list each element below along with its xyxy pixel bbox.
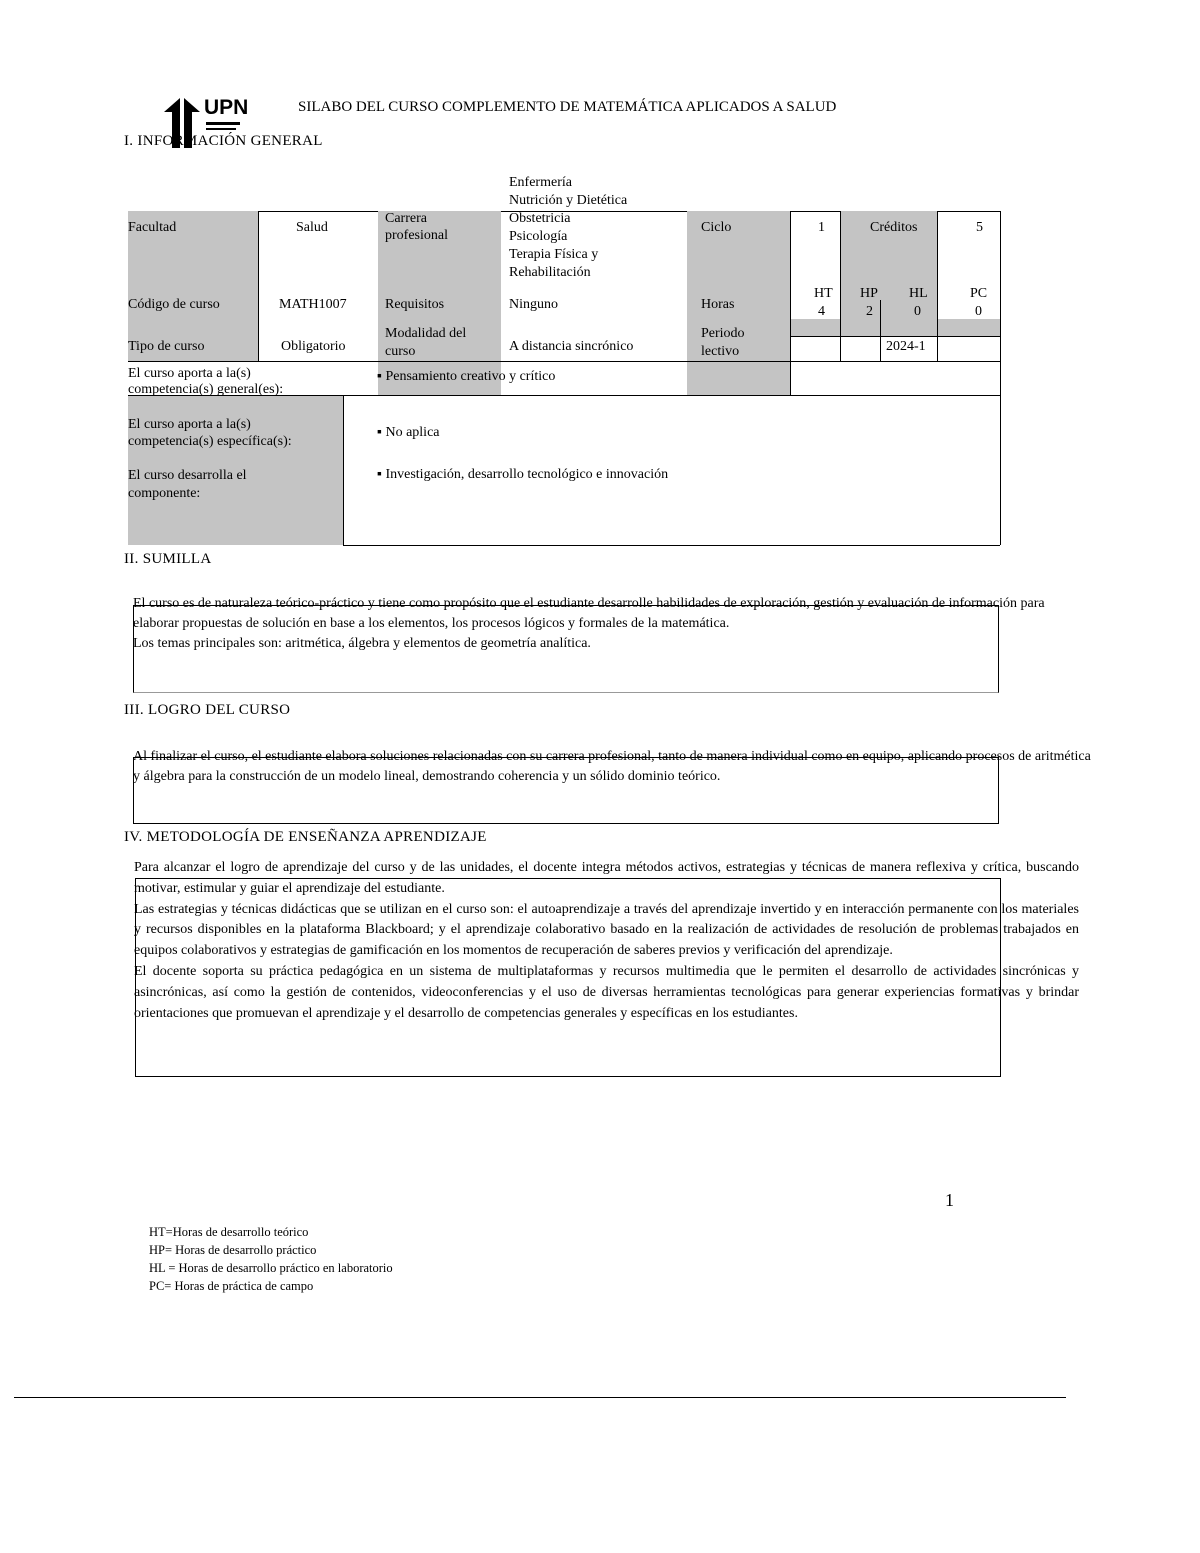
facultad-label: Facultad [128,220,177,235]
carrera-item: Rehabilitación [509,265,591,280]
tipo-value: Obligatorio [281,339,346,354]
footer-divider [14,1397,1066,1398]
carrera-item: Obstetricia [509,211,571,226]
logro-paragraph: Al finalizar el curso, el estudiante elabora soluciones relacionadas con su carrera profesional, tanto de manera individual como en equipo, aplicando procesos de aritmética y álgebra para la construcción de un modelo lineal, demostrando coherencia y un sólido dominio teórico. [133,749,1091,784]
creditos-value: 5 [976,220,983,235]
hours-pc-label: PC [970,286,988,301]
ciclo-value: 1 [818,220,825,235]
section-heading-sumilla: II. SUMILLA [124,551,212,567]
codigo-value: MATH1007 [279,297,347,312]
carrera-list [509,174,627,282]
carrera-item: Psicología [509,229,568,244]
section-heading-general-info: I. INFORMACIÓN GENERAL [124,133,323,149]
componente-value: ▪ Investigación, desarrollo tecnológico e innovación [377,467,669,482]
facultad-value: Salud [296,220,328,235]
footnote: HL = Horas de desarrollo práctico en laboratorio [149,1261,393,1275]
ciclo-label: Ciclo [701,220,732,235]
section-heading-metodologia: IV. METODOLOGÍA DE ENSEÑANZA APRENDIZAJE [124,829,487,845]
sumilla-paragraph: El curso es de naturaleza teórico-práctico y tiene como propósito que el estudiante desarrolle habilidades de exploración, gestión y evaluación de información para elaborar propuestas de solución en base a los elementos, los procesos lógicos y formales de la matemática. [133,596,1045,631]
document-title: SILABO DEL CURSO COMPLEMENTO DE MATEMÁTICA APLICADOS A SALUD [298,99,837,115]
carrera-item: Terapia Física y [509,247,599,262]
requisitos-value: Ninguno [509,297,558,312]
sumilla-paragraph: Los temas principales son: aritmética, álgebra y elementos de geometría analítica. [133,636,591,651]
hours-hp-value: 2 [866,304,873,319]
horas-label: Horas [701,297,735,312]
hours-hl-label: HL [909,286,928,301]
periodo-label: Periodo lectivo [701,326,745,359]
modalidad-label: Modalidad del curso [385,326,467,359]
tipo-label: Tipo de curso [128,339,205,354]
periodo-value: 2024-1 [886,339,926,354]
carrera-label: Carrera profesional [385,211,448,243]
hours-pc-value: 0 [975,304,982,319]
hours-ht-label: HT [814,286,833,301]
modalidad-value: A distancia sincrónico [509,339,634,354]
metodologia-paragraph: El docente soporta su práctica pedagógica en un sistema de multiplataformas y recursos multimedia que le permiten el desarrollo de actividades sincrónicas y asincrónicas, así como la gestión de contenidos, videoconferencias y el uso de diversas herramientas tecnológicas para generar experiencias formativas y brindar orientaciones que promuevan el aprendizaje y el desarrollo de competencias generales y específicas en los estudiantes. [134,963,1079,1021]
requisitos-label: Requisitos [385,297,445,312]
hours-ht-value: 4 [818,304,825,319]
comp-general-label: El curso aporta a la(s) competencia(s) general(es): [128,366,284,396]
componente-text: Investigación, desarrollo tecnológico e innovación [385,467,669,482]
comp-especifica-value: ▪ No aplica [377,425,440,440]
metodologia-paragraph: Para alcanzar el logro de aprendizaje del curso y de las unidades, el docente integra métodos activos, estrategias y técnicas de manera reflexiva y crítica, buscando motivar, estimular y guiar el aprendizaje del estudiante. [134,860,1079,896]
footnotes [149,1223,393,1295]
footnote: HT=Horas de desarrollo teórico [149,1225,309,1239]
footnote: HP= Horas de desarrollo práctico [149,1243,317,1257]
logro-text [133,747,1093,787]
page-number: 1 [945,1190,954,1210]
carrera-item: Nutrición y Dietética [509,193,628,208]
sumilla-text [133,594,1073,654]
comp-general-value: ▪ Pensamiento creativo y crítico [377,369,556,384]
comp-especifica-label: El curso aporta a la(s) competencia(s) específica(s): [128,417,292,449]
carrera-item: Enfermería [509,175,572,190]
hours-hp-label: HP [860,286,878,301]
metodologia-text [134,858,1079,1024]
hours-hl-value: 0 [914,304,921,319]
upn-logo-text: UPN [204,96,249,119]
codigo-label: Código de curso [128,297,220,312]
comp-especifica-text: No aplica [385,425,440,440]
creditos-label: Créditos [870,220,918,235]
metodologia-paragraph: Las estrategias y técnicas didácticas que se utilizan en el curso son: el autoaprendizaje a través del aprendizaje invertido y en interacción permanente con los materiales y recursos disponibles en la plataforma Blackboard; y el aprendizaje colaborativo basado en la realización de actividades de resolución de problemas trabajados en equipos colaborativos y estrategias de gamificación en los momentos de recuperación de saberes previos y verificación del aprendizaje. [134,901,1079,959]
section-heading-logro: III. LOGRO DEL CURSO [124,702,291,718]
footnote: PC= Horas de práctica de campo [149,1279,314,1293]
comp-general-text: Pensamiento creativo y crítico [385,369,556,384]
componente-label: El curso desarrolla el componente: [128,468,247,501]
